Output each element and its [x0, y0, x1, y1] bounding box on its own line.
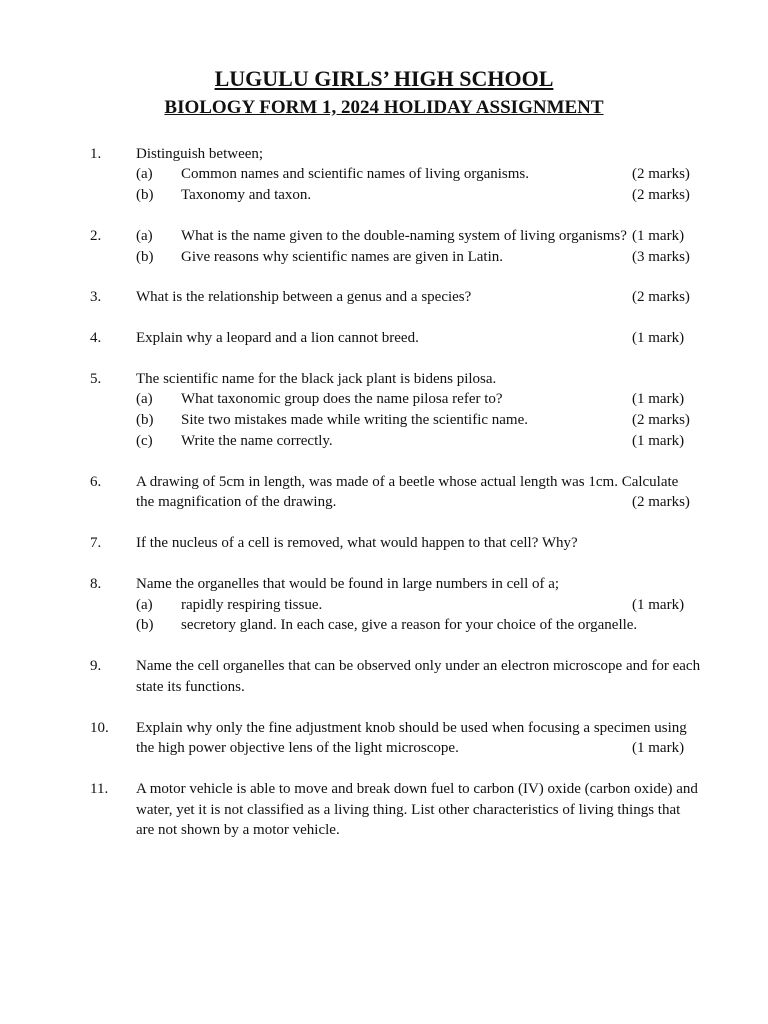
question-5c-label: (c)	[136, 433, 153, 449]
question-6-line-2: the magnification of the drawing.	[136, 494, 337, 510]
question-5b-text: Site two mistakes made while writing the scientific name.	[181, 412, 528, 428]
assignment-title: BIOLOGY FORM 1, 2024 HOLIDAY ASSIGNMENT	[164, 97, 604, 118]
question-1b-text: Taxonomy and taxon.	[181, 187, 312, 203]
question-2b-text: Give reasons why scientific names are given in Latin.	[181, 249, 503, 265]
question-5a-text: What taxonomic group does the name pilosa refer to?	[181, 391, 503, 407]
question-10-number: 10.	[90, 720, 109, 736]
school-name: LUGULU GIRLS’ HIGH SCHOOL	[214, 66, 554, 91]
question-5c-text: Write the name correctly.	[181, 433, 333, 449]
question-6-line-1: A drawing of 5cm in length, was made of a beetle whose actual length was 1cm. Calculate	[136, 474, 679, 490]
question-1b-marks: (2 marks)	[632, 187, 690, 203]
question-8-number: 8.	[90, 576, 102, 592]
question-4-number: 4.	[90, 330, 102, 346]
question-11-line-1: A motor vehicle is able to move and break down fuel to carbon (IV) oxide (carbon oxide) and	[136, 781, 698, 797]
question-5a-label: (a)	[136, 391, 153, 407]
question-2b-label: (b)	[136, 249, 154, 265]
question-9-number: 9.	[90, 658, 102, 674]
question-1a-label: (a)	[136, 166, 153, 182]
question-10-line-1: Explain why only the fine adjustment knob should be used when focusing a specimen using	[136, 720, 687, 736]
question-11-line-2: water, yet it is not classified as a living thing. List other characteristics of living things that	[136, 802, 681, 818]
question-2a-text: What is the name given to the double-naming system of living organisms?	[181, 228, 627, 244]
question-6-marks: (2 marks)	[632, 494, 690, 510]
question-10-line-2: the high power objective lens of the light microscope.	[136, 740, 459, 756]
question-1-number: 1.	[90, 146, 102, 162]
question-1-text: Distinguish between;	[136, 146, 264, 162]
question-2b-marks: (3 marks)	[632, 249, 690, 265]
question-5b-label: (b)	[136, 412, 154, 428]
question-6-number: 6.	[90, 474, 102, 490]
question-1a-marks: (2 marks)	[632, 166, 690, 182]
question-8a-label: (a)	[136, 597, 153, 613]
question-8a-marks: (1 mark)	[632, 597, 685, 613]
question-5a-marks: (1 mark)	[632, 391, 685, 407]
question-9-line-2: state its functions.	[136, 679, 245, 695]
question-7-number: 7.	[90, 535, 102, 551]
question-2a-marks: (1 mark)	[632, 228, 685, 244]
question-2-number: 2.	[90, 228, 102, 244]
question-8a-text: rapidly respiring tissue.	[181, 597, 323, 613]
question-8b-text: secretory gland. In each case, give a reason for your choice of the organelle.	[181, 617, 638, 633]
question-5-number: 5.	[90, 371, 102, 387]
question-4-marks: (1 mark)	[632, 330, 685, 346]
question-11-number: 11.	[90, 781, 109, 797]
question-8b-label: (b)	[136, 617, 154, 633]
question-3-marks: (2 marks)	[632, 289, 690, 305]
question-5b-marks: (2 marks)	[632, 412, 690, 428]
question-10-marks: (1 mark)	[632, 740, 685, 756]
question-8-text: Name the organelles that would be found in large numbers in cell of a;	[136, 576, 560, 592]
question-9-line-1: Name the cell organelles that can be observed only under an electron microscope and for each	[136, 658, 701, 674]
question-5c-marks: (1 mark)	[632, 433, 685, 449]
question-4-text: Explain why a leopard and a lion cannot breed.	[136, 330, 419, 346]
question-11-line-3: are not shown by a motor vehicle.	[136, 822, 340, 838]
question-7-text: If the nucleus of a cell is removed, what would happen to that cell? Why?	[136, 535, 578, 551]
question-5-text: The scientific name for the black jack plant is bidens pilosa.	[136, 371, 497, 387]
question-1a-text: Common names and scientific names of living organisms.	[181, 166, 530, 182]
question-3-text: What is the relationship between a genus and a species?	[136, 289, 472, 305]
question-1b-label: (b)	[136, 187, 154, 203]
question-2a-label: (a)	[136, 228, 153, 244]
question-3-number: 3.	[90, 289, 102, 305]
